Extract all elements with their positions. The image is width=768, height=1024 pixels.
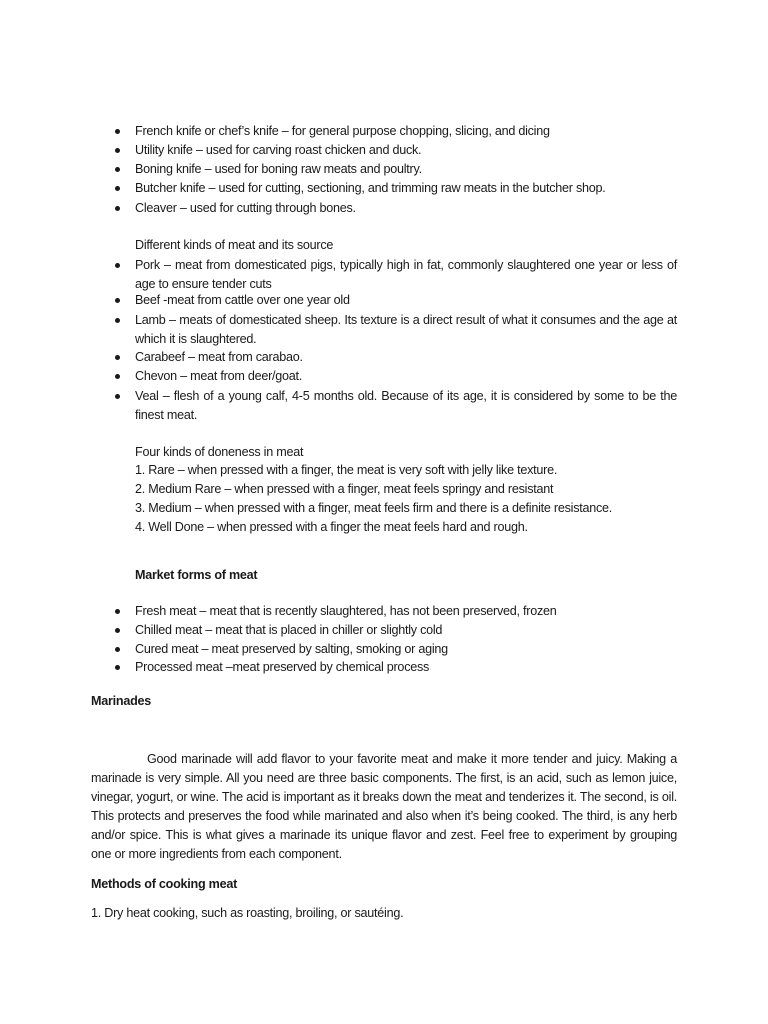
list-item: 2. Medium Rare – when pressed with a finger, meat feels springy and resistant: [135, 482, 554, 496]
list-item: Beef -meat from cattle over one year old: [135, 293, 350, 307]
bullet-icon: [115, 148, 120, 153]
list-item: 4. Well Done – when pressed with a finger the meat feels hard and rough.: [135, 520, 528, 534]
list-item: Boning knife – used for boning raw meats and poultry.: [135, 162, 422, 176]
list-item: 1. Rare – when pressed with a finger, the meat is very soft with jelly like texture.: [135, 463, 558, 477]
list-item: Processed meat –meat preserved by chemical process: [135, 660, 430, 674]
bullet-icon: [115, 665, 120, 670]
marinade-paragraph: Good marinade will add flavor to your favorite meat and make it more tender and juicy. Making a marinade is very simple. All you need are three basic components. The first, is an acid, such as lemon juice, vinegar, yogurt, or wine. The acid is important as it breaks down the meat and tenderizes it. The second, is oil. This protects and preserves the food while marinated and also when it’s being cooked. The third, is any herb and/or spice. This is what gives a marinade its unique flavor and zest. Feel free to experiment by grouping one or more ingredients from each component.: [91, 752, 677, 861]
list-item: Butcher knife – used for cutting, sectioning, and trimming raw meats in the butcher shop.: [135, 181, 606, 195]
list-item: Cured meat – meat preserved by salting, smoking or aging: [135, 642, 448, 656]
section-heading: Market forms of meat: [135, 568, 258, 582]
list-item: Cleaver – used for cutting through bones.: [135, 201, 356, 215]
bullet-icon: [115, 609, 120, 614]
bullet-icon: [115, 206, 120, 211]
bullet-icon: [115, 318, 120, 323]
list-item: Veal – flesh of a young calf, 4-5 months old. Because of its age, it is considered by some to be the finest meat.: [135, 389, 677, 422]
list-item: Chevon – meat from deer/goat.: [135, 369, 303, 383]
bullet-icon: [115, 394, 120, 399]
list-item: Utility knife – used for carving roast chicken and duck.: [135, 143, 422, 157]
bullet-icon: [115, 355, 120, 360]
list-item: Carabeef – meat from carabao.: [135, 350, 303, 364]
bullet-icon: [115, 374, 120, 379]
list-item: Chilled meat – meat that is placed in chiller or slightly cold: [135, 623, 443, 637]
list-item: 1. Dry heat cooking, such as roasting, broiling, or sautéing.: [91, 906, 404, 920]
bullet-icon: [115, 298, 120, 303]
list-item: French knife or chef’s knife – for general purpose chopping, slicing, and dicing: [135, 124, 550, 138]
list-item: Lamb – meats of domesticated sheep. Its texture is a direct result of what it consumes and the age at which it is slaughtered.: [135, 313, 677, 346]
section-heading: Four kinds of doneness in meat: [135, 445, 304, 459]
bullet-icon: [115, 167, 120, 172]
section-heading: Methods of cooking meat: [91, 877, 238, 891]
bullet-icon: [115, 647, 120, 652]
list-item: Pork – meat from domesticated pigs, typically high in fat, commonly slaughtered one year or less of age to ensure tender cuts: [135, 258, 677, 291]
bullet-icon: [115, 263, 120, 268]
list-item: Fresh meat – meat that is recently slaughtered, has not been preserved, frozen: [135, 604, 557, 618]
section-heading: Marinades: [91, 694, 152, 708]
bullet-icon: [115, 186, 120, 191]
list-item: 3. Medium – when pressed with a finger, meat feels firm and there is a definite resistance.: [135, 501, 613, 515]
bullet-icon: [115, 628, 120, 633]
section-heading: Different kinds of meat and its source: [135, 238, 334, 252]
bullet-icon: [115, 129, 120, 134]
